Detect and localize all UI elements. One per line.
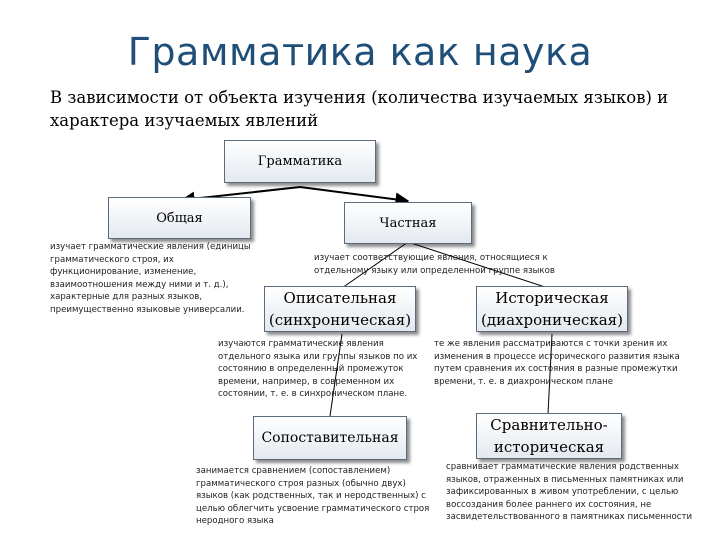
page-subtitle: В зависимости от объекта изучения (количества изучаемых языков) и характера изучаемых явлений: [50, 88, 669, 130]
node-descriptive-label: Описательная (синхроническая): [268, 289, 412, 329]
node-general-label: Общая: [156, 210, 203, 226]
arrow-to-particular: [300, 187, 408, 201]
node-descriptive: [264, 286, 416, 332]
desc-comparative-historical: сравнивает грамматические явления родственных языков, отраженных в письменных памятниках или зафиксированных в живом употреблении, с целью воссоздания более раннего их состояния, не засвидетельствованного в памятниках письменности: [446, 462, 693, 523]
node-particular: [344, 202, 472, 244]
node-comparative: [253, 416, 407, 460]
desc-historical: те же явления рассматриваются с точки зрения их изменения в процессе исторического развития языка путем сравнения их состояния в разные промежутки времени, т. е. в диахроническом плане: [434, 339, 680, 387]
node-historical: [476, 286, 628, 332]
page-title: Грамматика как наука: [127, 30, 593, 74]
desc-general: изучает грамматические явления (единицы грамматического строя, их функционирование, изменение, взаимоотношения между ними и т. д.), характерные для разных языков, преимущественно языковые универсалии.: [50, 242, 251, 315]
desc-particular: изучает соответствующие явления, относящиеся к отдельному языку или определенной группе языков: [314, 253, 555, 276]
desc-descriptive: изучаются грамматические явления отдельного языка или группы языков по их состоянию в определенный промежуток времени, например, в современном их состоянии, т. е. в синхроническом плане.: [218, 339, 418, 400]
node-grammar: [224, 140, 376, 183]
node-general: [108, 197, 251, 239]
node-comparative-historical-label: Сравнительно-историческая: [490, 416, 608, 456]
desc-comparative: занимается сравнением (сопоставлением) грамматического строя разных (обычно двух) языков (как родственных, так и неродственных) с целью облегчить усвоение грамматического строя неродного языка: [196, 466, 430, 527]
node-particular-label: Частная: [379, 215, 437, 231]
node-historical-label: Историческая (диахроническая): [481, 289, 623, 329]
node-grammar-label: Грамматика: [257, 154, 343, 169]
node-comparative-label: Сопоставительная: [261, 430, 399, 446]
node-comparative-historical: [476, 413, 622, 459]
